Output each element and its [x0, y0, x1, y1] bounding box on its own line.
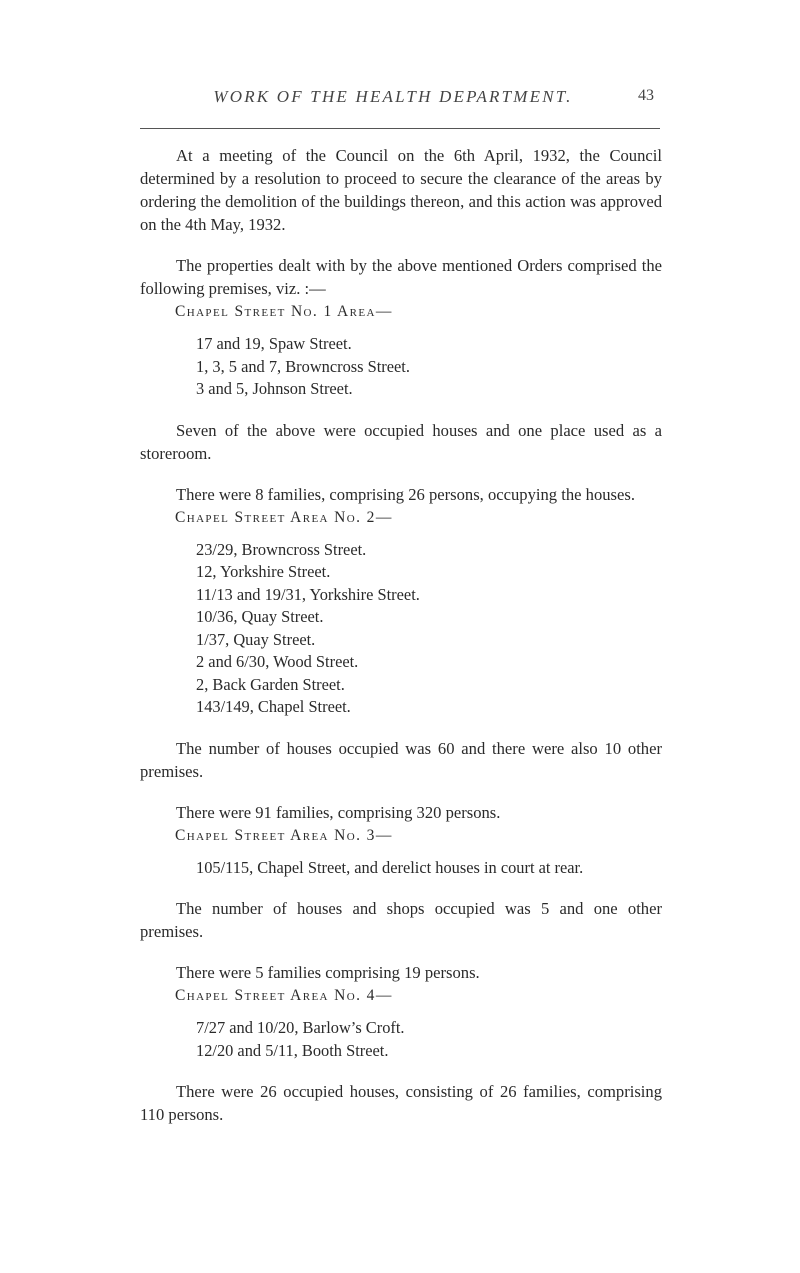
paragraph-properties: The properties dealt with by the above mentioned Orders comprised the following premises, viz. :—	[140, 256, 662, 298]
area-3-heading: Chapel Street Area No. 3—	[175, 826, 393, 844]
page-number: 43	[638, 87, 654, 104]
header-rule	[140, 128, 660, 129]
address-line: 3 and 5, Johnson Street.	[196, 379, 353, 398]
area-4-note-families: There were 26 occupied houses, consisting of 26 families, comprising 110 persons.	[140, 1082, 662, 1124]
area-2-heading: Chapel Street Area No. 2—	[175, 508, 393, 526]
area-4-address-list	[140, 1017, 662, 1062]
area-4-heading: Chapel Street Area No. 4—	[175, 987, 393, 1004]
running-title: WORK OF THE HEALTH DEPARTMENT.	[213, 87, 573, 106]
address-line: 17 and 19, Spaw Street.	[196, 334, 352, 353]
address-line: 1, 3, 5 and 7, Browncross Street.	[196, 356, 410, 376]
area-2-address-list	[140, 539, 662, 719]
address-line: 12/20 and 5/11, Booth Street.	[196, 1040, 389, 1060]
area-3-note-occupancy: The number of houses and shops occupied was 5 and one other premises.	[140, 899, 662, 941]
page-header	[140, 87, 660, 117]
address-line: 10/36, Quay Street.	[196, 607, 324, 626]
address-line: 2 and 6/30, Wood Street.	[196, 652, 359, 671]
address-line: 23/29, Browncross Street.	[196, 539, 367, 559]
address-line: 12, Yorkshire Street.	[196, 562, 331, 581]
area-3-address-list	[140, 857, 662, 880]
paragraph-council-meeting: At a meeting of the Council on the 6th April, 1932, the Council determined by a resolution to proceed to secure the clearance of the areas by ordering the demolition of the buildings thereon, and this action was approved on the 4th May, 1932.	[140, 146, 662, 234]
area-2-note-occupancy: The number of houses occupied was 60 and there were also 10 other premises.	[140, 738, 662, 781]
area-1-note-families: There were 8 families, comprising 26 persons, occupying the houses.	[176, 484, 635, 504]
address-line: 105/115, Chapel Street, and derelict houses in court at rear.	[196, 857, 584, 877]
body-text	[140, 144, 662, 1126]
area-1-heading: Chapel Street No. 1 Area—	[175, 303, 393, 320]
area-3-note-families: There were 5 families comprising 19 persons.	[176, 963, 480, 982]
address-line: 2, Back Garden Street.	[196, 674, 345, 694]
address-line: 11/13 and 19/31, Yorkshire Street.	[196, 584, 420, 604]
address-line: 143/149, Chapel Street.	[196, 697, 351, 716]
area-1-address-list	[140, 333, 662, 401]
address-line: 1/37, Quay Street.	[196, 629, 316, 649]
area-2-note-families: There were 91 families, comprising 320 persons.	[176, 802, 501, 822]
area-1-note-occupancy: Seven of the above were occupied houses and one place used as a storeroom.	[140, 420, 662, 463]
address-line: 7/27 and 10/20, Barlow’s Croft.	[196, 1018, 405, 1037]
